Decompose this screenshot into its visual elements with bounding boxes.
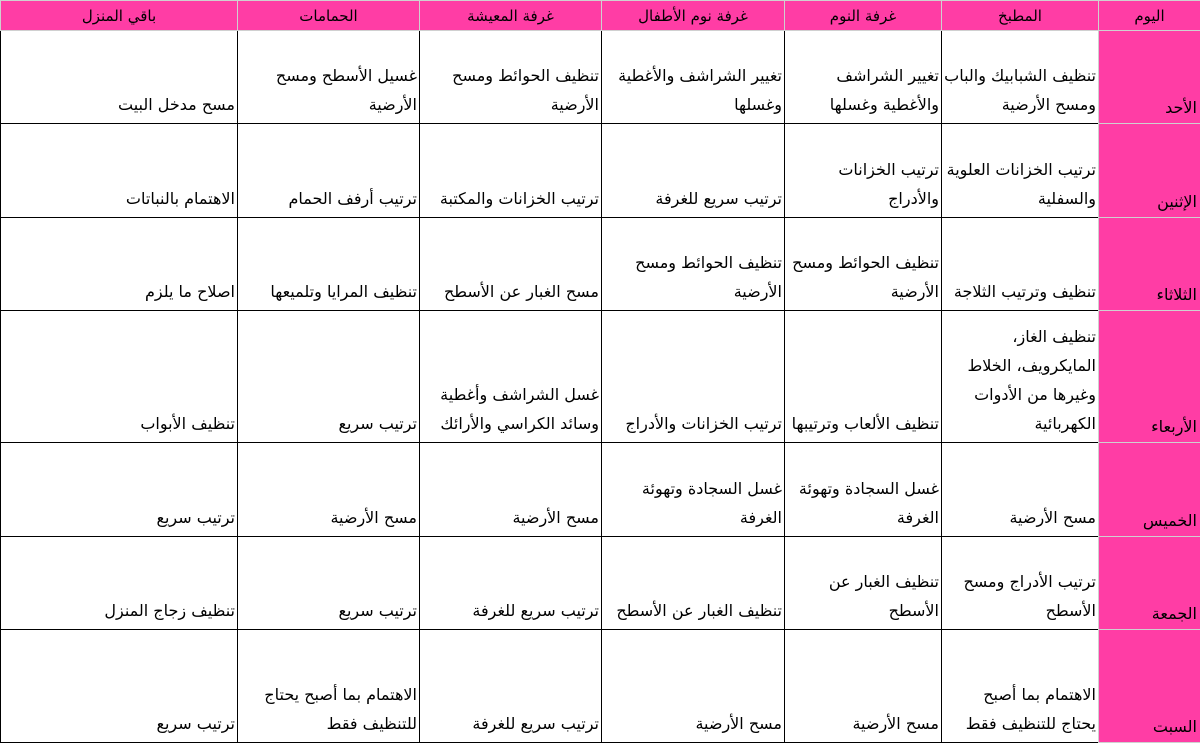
task-cell-bathrooms: تنظيف المرايا وتلميعها	[238, 217, 420, 310]
task-cell-kitchen: الاهتمام بما أصبح يحتاج للتنظيف فقط	[942, 629, 1099, 742]
task-cell-kitchen: تنظيف وترتيب الثلاجة	[942, 217, 1099, 310]
task-cell-bathrooms: الاهتمام بما أصبح يحتاج للتنظيف فقط	[238, 629, 420, 742]
table-row	[1, 31, 1200, 124]
task-cell-living-room: مسح الغبار عن الأسطح	[420, 217, 602, 310]
task-cell-bathrooms: مسح الأرضية	[238, 443, 420, 536]
task-cell-bathrooms: ترتيب أرفف الحمام	[238, 124, 420, 217]
table-row	[1, 629, 1200, 742]
table-row	[1, 310, 1200, 443]
table-row	[1, 124, 1200, 217]
task-cell-rest-of-house: مسح مدخل البيت	[1, 31, 238, 124]
task-cell-rest-of-house: ترتيب سريع	[1, 443, 238, 536]
day-cell: السبت	[1099, 629, 1200, 742]
task-cell-bedroom: غسل السجادة وتهوئة الغرفة	[785, 443, 942, 536]
task-cell-rest-of-house: اصلاح ما يلزم	[1, 217, 238, 310]
task-cell-kitchen: تنظيف الغاز، المايكرويف، الخلاط وغيرها من الأدوات الكهربائية	[942, 310, 1099, 443]
task-cell-bedroom: تغيير الشراشف والأغطية وغسلها	[785, 31, 942, 124]
header-bedroom: غرفة النوم	[785, 1, 942, 31]
header-day: اليوم	[1099, 1, 1200, 31]
table-row	[1, 217, 1200, 310]
header-kitchen: المطبخ	[942, 1, 1099, 31]
task-cell-bedroom: تنظيف الحوائط ومسح الأرضية	[785, 217, 942, 310]
task-cell-bathrooms: ترتيب سريع	[238, 310, 420, 443]
task-cell-living-room: مسح الأرضية	[420, 443, 602, 536]
task-cell-kids-room: غسل السجادة وتهوئة الغرفة	[602, 443, 785, 536]
header-row	[1, 1, 1200, 31]
task-cell-living-room: غسل الشراشف وأغطية وسائد الكراسي والأرائك	[420, 310, 602, 443]
day-cell: الإثنين	[1099, 124, 1200, 217]
task-cell-living-room: ترتيب الخزانات والمكتبة	[420, 124, 602, 217]
task-cell-kitchen: ترتيب الأدراج ومسح الأسطح	[942, 536, 1099, 629]
task-cell-bedroom: تنظيف الغبار عن الأسطح	[785, 536, 942, 629]
task-cell-rest-of-house: تنظيف زجاج المنزل	[1, 536, 238, 629]
task-cell-bedroom: ترتيب الخزانات والأدراج	[785, 124, 942, 217]
header-kids-room: غرفة نوم الأطفال	[602, 1, 785, 31]
day-cell: الأربعاء	[1099, 310, 1200, 443]
day-cell: الثلاثاء	[1099, 217, 1200, 310]
task-cell-kids-room: تنظيف الحوائط ومسح الأرضية	[602, 217, 785, 310]
task-cell-kids-room: ترتيب الخزانات والأدراج	[602, 310, 785, 443]
task-cell-living-room: ترتيب سريع للغرفة	[420, 536, 602, 629]
day-cell: الجمعة	[1099, 536, 1200, 629]
task-cell-kids-room: ترتيب سريع للغرفة	[602, 124, 785, 217]
task-cell-living-room: ترتيب سريع للغرفة	[420, 629, 602, 742]
task-cell-rest-of-house: ترتيب سريع	[1, 629, 238, 742]
header-rest-of-house: باقي المنزل	[1, 1, 238, 31]
task-cell-kitchen: تنظيف الشبابيك والباب ومسح الأرضية	[942, 31, 1099, 124]
task-cell-kids-room: تغيير الشراشف والأغطية وغسلها	[602, 31, 785, 124]
header-bathrooms: الحمامات	[238, 1, 420, 31]
header-living-room: غرفة المعيشة	[420, 1, 602, 31]
day-cell: الخميس	[1099, 443, 1200, 536]
task-cell-bedroom: تنظيف الألعاب وترتيبها	[785, 310, 942, 443]
task-cell-rest-of-house: تنظيف الأبواب	[1, 310, 238, 443]
task-cell-kitchen: ترتيب الخزانات العلوية والسفلية	[942, 124, 1099, 217]
table-row	[1, 536, 1200, 629]
task-cell-kids-room: مسح الأرضية	[602, 629, 785, 742]
day-cell: الأحد	[1099, 31, 1200, 124]
task-cell-bathrooms: ترتيب سريع	[238, 536, 420, 629]
table-row	[1, 443, 1200, 536]
task-cell-rest-of-house: الاهتمام بالنباتات	[1, 124, 238, 217]
task-cell-bathrooms: غسيل الأسطح ومسح الأرضية	[238, 31, 420, 124]
task-cell-bedroom: مسح الأرضية	[785, 629, 942, 742]
task-cell-living-room: تنظيف الحوائط ومسح الأرضية	[420, 31, 602, 124]
task-cell-kitchen: مسح الأرضية	[942, 443, 1099, 536]
task-cell-kids-room: تنظيف الغبار عن الأسطح	[602, 536, 785, 629]
